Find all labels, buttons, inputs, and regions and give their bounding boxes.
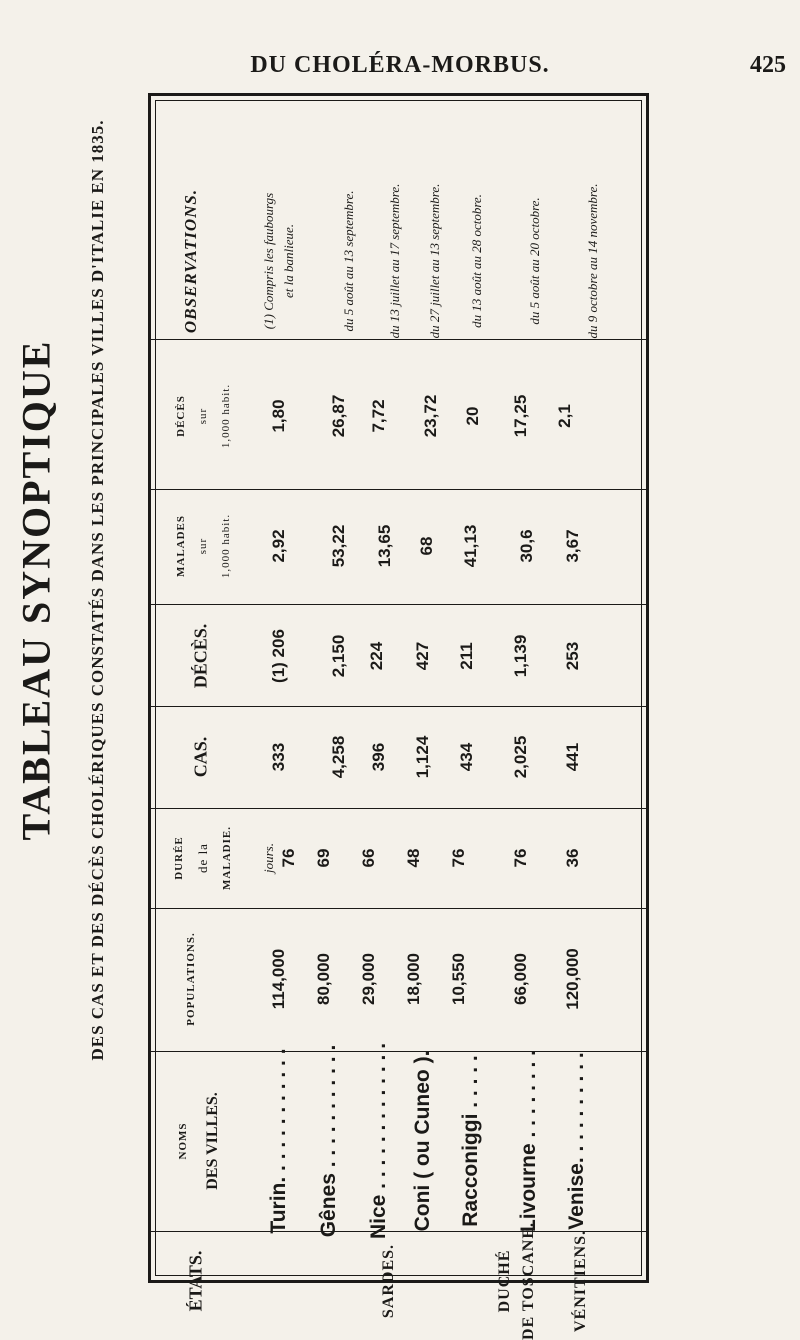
row-turin-obs-2: et la banlieue. [281,223,296,299]
divider-deces [151,706,646,707]
row-nice-cas: 396 [369,742,388,772]
divider-deces-rate [151,489,646,490]
row-venise-deces: 253 [563,641,582,671]
row-genes-cas: 4,258 [329,735,348,779]
row-racconiggi-malades: 41,13 [461,524,480,568]
row-livourne-deces-rate: 17,25 [511,394,530,438]
state-duche-2: DE TOSCANE. [520,1222,537,1340]
row-turin-deces-rate: 1,80 [269,399,288,433]
row-genes-ville: Gênes . . . . . . . . . . . [317,1044,340,1238]
state-duche-1: DUCHÉ [496,1249,513,1313]
row-coni-population: 18,000 [404,953,423,1005]
header-duree-1: DURÉE [173,836,185,880]
row-coni-malades: 68 [417,536,436,556]
header-deces: DÉCÈS. [190,623,211,689]
header-noms-2: DES VILLES. [204,1092,221,1190]
header-malades-2: sur [197,537,209,555]
row-genes-obs: du 5 août au 13 septembre. [341,190,356,332]
row-turin-cas: 333 [269,742,288,772]
row-venise-cas: 441 [563,742,582,772]
header-populations: POPULATIONS. [185,932,197,1026]
row-livourne-duree: 76 [511,848,530,868]
row-genes-duree: 69 [314,848,333,868]
header-observations: OBSERVATIONS. [181,188,200,334]
row-venise-ville: Venise. . . . . . . . . . [565,1052,588,1230]
row-livourne-cas: 2,025 [511,735,530,779]
row-coni-deces-rate: 23,72 [421,394,440,438]
divider-malades [151,604,646,605]
row-genes-population: 80,000 [314,953,333,1005]
row-livourne-obs: du 5 août au 20 octobre. [527,197,542,325]
row-livourne-malades: 30,6 [517,529,536,563]
row-nice-ville: Nice . . . . . . . . . . . . . [367,1042,390,1240]
row-coni-ville: Coni ( ou Cuneo ). [411,1050,434,1232]
main-title: TABLEAU SYNOPTIQUE [13,339,59,841]
row-venise-duree: 36 [563,848,582,868]
row-racconiggi-obs: du 13 août au 28 octobre. [469,194,484,328]
row-turin-population: 114,000 [269,948,288,1010]
row-venise-malades: 3,67 [563,529,582,563]
row-livourne-deces: 1,139 [511,634,530,678]
row-coni-duree: 48 [404,848,423,868]
row-racconiggi-deces: 211 [457,642,476,670]
running-header: DU CHOLÉRA-MORBUS. [250,52,550,78]
subtitle: DES CAS ET DES DÉCÈS CHOLÉRIQUES CONSTATÉS DANS LES PRINCIPALES VILLES D'ITALIE EN 1835. [88,119,107,1061]
divider-observations [151,339,646,340]
row-racconiggi-cas: 434 [457,742,476,772]
header-malades-3: 1,000 habit. [220,513,232,579]
state-sardes: SARDES. [380,1243,397,1319]
row-genes-deces: 2,150 [329,634,348,678]
row-venise-deces-rate: 2,1 [555,404,574,428]
synoptic-table [148,93,649,1340]
row-coni-cas: 1,124 [413,735,432,779]
row-racconiggi-ville: Racconiggi . . . . . [459,1055,482,1227]
row-coni-deces: 427 [413,641,432,671]
divider-cas [151,808,646,809]
row-livourne-ville: Livourne . . . . . . . . [517,1049,540,1233]
row-turin-malades: 2,92 [269,529,288,563]
header-duree-3: MALADIE. [221,826,233,890]
header-etats: ÉTATS. [185,1250,206,1312]
header-deces-rate-3: 1,000 habit. [220,383,232,449]
state-venitiens: VÉNITIENS. [572,1229,589,1333]
row-racconiggi-population: 10,550 [449,953,468,1005]
divider-duree [151,908,646,909]
header-deces-rate-1: DÉCÈS [175,395,187,437]
row-venise-population: 120,000 [563,948,582,1010]
row-nice-population: 29,000 [359,953,378,1005]
row-livourne-population: 66,000 [511,953,530,1005]
row-venise-obs: du 9 octobre au 14 novembre. [585,183,600,339]
row-nice-deces-rate: 7,72 [369,399,388,433]
row-nice-malades: 13,65 [375,524,394,568]
row-turin-ville: Turin. . . . . . . . . . . . [267,1048,290,1234]
page-number: 425 [750,52,786,78]
row-nice-obs: du 13 juillet au 17 septembre. [387,183,402,339]
row-coni-obs: du 27 juillet au 13 septembre. [427,183,442,339]
header-duree-2: de la [195,843,210,873]
header-cas: CAS. [190,736,211,778]
row-turin-deces: (1) 206 [269,629,288,683]
header-duree-unit: jours. [261,843,276,873]
row-nice-duree: 66 [359,848,378,868]
row-turin-duree: 76 [279,848,298,868]
header-noms-1: NOMS [177,1122,189,1160]
row-genes-malades: 53,22 [329,524,348,568]
header-malades-1: MALADES [175,514,187,578]
row-genes-deces-rate: 26,87 [329,394,348,438]
row-turin-obs-1: (1) Compris les faubourgs [261,192,276,330]
row-nice-deces: 224 [367,641,386,671]
row-racconiggi-duree: 76 [449,848,468,868]
row-racconiggi-deces-rate: 20 [463,406,482,426]
header-deces-rate-2: sur [197,407,209,425]
